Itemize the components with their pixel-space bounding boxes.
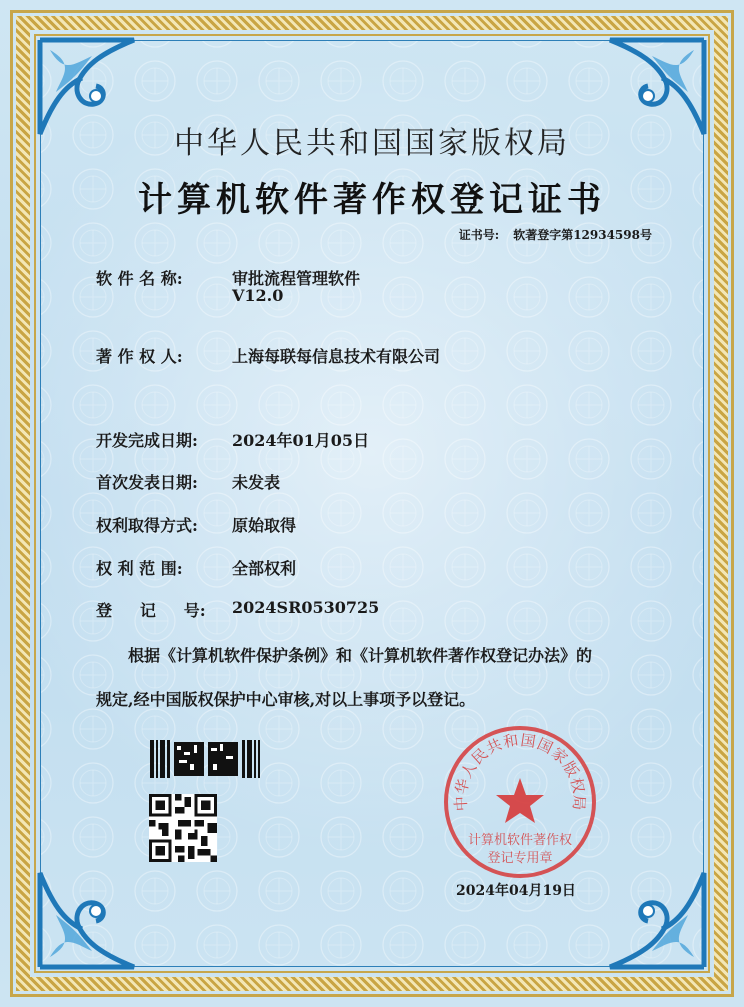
- field-value: 上海每联每信息技术有限公司: [232, 347, 441, 366]
- field-software-name: [96, 266, 361, 305]
- barcode: [150, 740, 260, 778]
- field-value: 未发表: [232, 473, 281, 492]
- seal-outer-text: 中华人民共和国国家版权局: [451, 730, 589, 812]
- field-acquisition-method: [96, 513, 297, 536]
- declaration-line-1: 根据《计算机软件保护条例》和《计算机软件著作权登记办法》的: [128, 646, 593, 665]
- field-registration-number: [96, 598, 380, 621]
- field-copyright-owner: [96, 344, 441, 367]
- corner-ornament-bottom-left: [34, 853, 154, 973]
- field-value: 原始取得: [232, 516, 297, 535]
- field-value: 2024SR0530725: [232, 598, 380, 617]
- field-label: 著 作 权 人:: [96, 347, 183, 366]
- certificate-number: [459, 226, 652, 243]
- field-label: 首次发表日期:: [96, 473, 198, 492]
- field-value: 2024年01月05日: [232, 431, 370, 450]
- certificate-number-label: 证书号:: [458, 228, 500, 242]
- field-label: 登 记 号:: [96, 601, 206, 620]
- field-label: 权利取得方式:: [96, 516, 198, 535]
- field-label: 开发完成日期:: [96, 431, 198, 450]
- certificate-number-value: 软著登字第12934598号: [513, 228, 652, 242]
- field-first-publication: [96, 470, 281, 493]
- field-rights-scope: [96, 556, 297, 579]
- issue-date: 2024年04月19日: [456, 883, 576, 899]
- certificate-title: 计算机软件著作权登记证书: [138, 180, 606, 220]
- issuing-authority: 中华人民共和国国家版权局: [174, 126, 570, 161]
- field-label: 权 利 范 围:: [96, 559, 183, 578]
- official-seal: [440, 722, 600, 882]
- seal-inner-line-1: 计算机软件著作权: [467, 833, 573, 848]
- software-version: V12.0: [232, 286, 284, 305]
- field-completion-date: [96, 428, 370, 451]
- field-value: 审批流程管理软件: [232, 269, 361, 288]
- field-label: 软 件 名 称:: [96, 269, 183, 288]
- field-value: 全部权利: [232, 559, 297, 578]
- qr-code: [148, 794, 218, 862]
- seal-inner-line-2: 登记专用章: [487, 851, 553, 866]
- seal-star-icon: [496, 778, 544, 823]
- corner-ornament-bottom-right: [590, 853, 710, 973]
- declaration-line-2: 规定,经中国版权保护中心审核,对以上事项予以登记。: [96, 690, 476, 709]
